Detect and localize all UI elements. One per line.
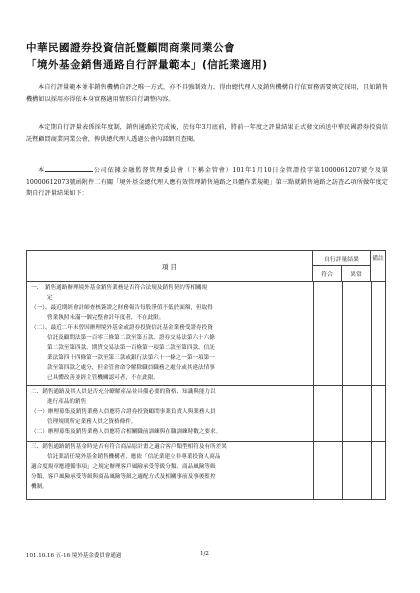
section-2-row bbox=[27, 387, 313, 437]
section-1-sub2-line: 款至第四款之處分，但金管會命令解除職員職務之處分或其違法情事 bbox=[47, 365, 215, 371]
company-name-blank[interactable] bbox=[45, 165, 93, 172]
document-title-form: 「境外基金銷售通路自行評量範本」(信託業適用) bbox=[26, 59, 268, 71]
header-note: 備註 bbox=[372, 256, 384, 262]
section-1-sub1-line: （一）、最近期經會計師查核簽證之財務報告每股淨值不低於面額，但取得 bbox=[31, 305, 213, 311]
paragraph3-prefix: 本 bbox=[38, 167, 45, 174]
header-result: 自行評量結果 bbox=[313, 251, 371, 266]
section-3-line: 三、銷售通路銷售基金時是否有符合商品原計畫之適合客戶類型相符及有所差異 bbox=[31, 444, 227, 450]
section-3-line: 機制。 bbox=[31, 484, 48, 490]
section-1-sub2-line: （二）、最近二年未曾因辦理境外基金或證券投資信託基金業務受證券投資 bbox=[31, 325, 213, 331]
section-1-sub2-line: 信託及顧問法第一百零三條第二款至第五款、證券交易法第六十六條 bbox=[47, 335, 215, 341]
table-header bbox=[27, 251, 385, 282]
column-divider bbox=[313, 281, 314, 499]
intro-paragraph-1: 本自行評量範本並非銷售機構自評之唯一方式，亦不具強制效力，得由總代理人及銷售機構自行依實務需要填定採用，且如銷售機構如以採用亦得依本身實務適用情形自行調整內容。 bbox=[26, 84, 388, 103]
header-comply: 符合 bbox=[313, 266, 342, 281]
section-2-sub2-line: （二）辦理募集及銷售業務人員應符合相關職前訓練與在職訓練時數之要求。 bbox=[31, 429, 222, 435]
section-3-line: 分類，客戶風險承受等級與商品風險等級之適配方式及相關事前及事後監控 bbox=[31, 474, 216, 480]
section-3-line: 信託業請任境外基金銷售機構者，應依「信託業建立非專業投資人商品 bbox=[47, 454, 221, 460]
section-1-sub2-line: 第二款至第四款、期貨交易法第一百條第一項第二款至第四款、信託 bbox=[47, 345, 215, 351]
section-2-line: 二、銷售通路及其人員是否充分瞭解產品並具備必要的資格、知識與能力以 bbox=[31, 389, 216, 395]
intro-paragraph-2: 本定期自行評量表係採年度制，銷售通路於完成後，於每年3月底前，將前一年度之評量結果正式發文函送中華民國證券投資信託暨顧問商業同業公會，俾供總代理人透過公會內部網頁查閱。 bbox=[26, 124, 388, 143]
section-1-line: 定 bbox=[47, 295, 53, 301]
row-divider bbox=[27, 385, 385, 386]
section-1-line: 一、 銷售通路辦理境外基金銷售業務是否符合法規及銷售契約等相關規 bbox=[31, 285, 208, 291]
section-3-row bbox=[27, 442, 313, 492]
section-2-sub1-line: （一）辦理募集及銷售業務人員應符合證券投資顧問事業負責人與業務人員 bbox=[31, 409, 216, 415]
footer-approval-note: 101.10.16 五-16 境外基金委員會通過 bbox=[26, 553, 122, 559]
intro-paragraph-3 bbox=[26, 165, 388, 200]
self-assessment-table bbox=[26, 250, 386, 500]
section-1-row bbox=[27, 283, 313, 383]
header-item: 項 目 bbox=[27, 251, 313, 281]
header-other: 異常 bbox=[342, 266, 371, 281]
section-1-sub1-line: 營業執照未滿一個完整會計年度者，不在此限。 bbox=[47, 315, 165, 321]
section-2-sub1-line: 管理規則所定業務人員之資格條件。 bbox=[47, 419, 137, 425]
page-number: 1/2 bbox=[200, 551, 209, 557]
section-1-sub2-line: 已具體改善並經主管機關認可者，不在此限。 bbox=[47, 375, 159, 381]
section-3-line: 適合度規章應遵循事項」之規定辦理客戶風險承受等級分類、商品風險等級 bbox=[31, 464, 216, 470]
document-title-association: 中華民國證券投資信託暨顧問商業同業公會 bbox=[26, 42, 235, 54]
section-2-line: 進行產品的銷售 bbox=[47, 399, 87, 405]
column-divider bbox=[371, 281, 372, 499]
section-1-sub2-line: 業法第四十四條第一款至第三款或銀行法第六十一條之一第一項第一 bbox=[47, 355, 215, 361]
paragraph3-rest: 公司依據金融監督管理委員會（下稱金管會）101年1月10日金管證投字第1000061207號令及第10000612073號函附件二有關「境外基金總代理人應有效管理銷售通路之具體作業規範」第三點就銷售通路之訪查乙項所做年度定期自行評量結果如下： bbox=[26, 167, 388, 197]
column-divider bbox=[342, 281, 343, 499]
